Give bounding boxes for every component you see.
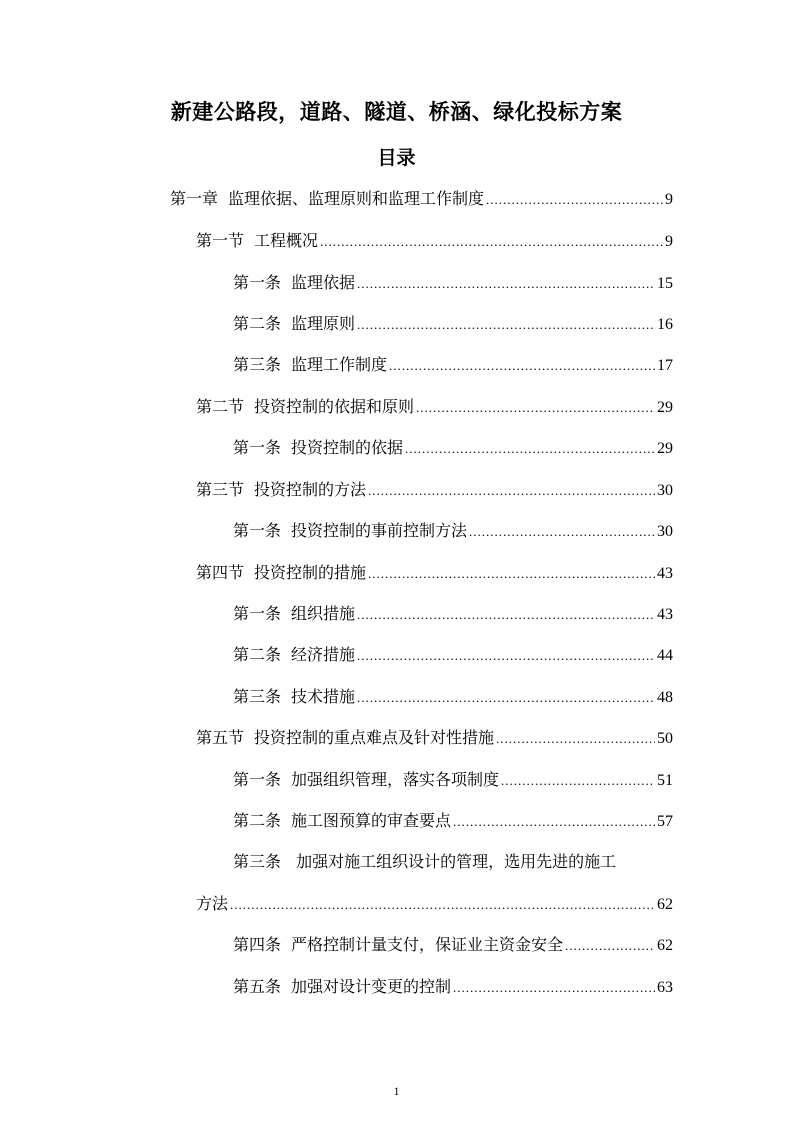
toc-entry-page: 50 <box>657 730 673 747</box>
toc-leader <box>368 478 655 504</box>
toc-entry[interactable] <box>196 228 673 254</box>
toc-entry-text: 技术措施 <box>291 687 356 706</box>
toc-entry-number: 第二条 <box>233 811 282 830</box>
toc-entry-text: 施工图预算的审查要点 <box>291 811 452 830</box>
toc-entry-page: 9 <box>665 233 673 250</box>
toc-entry-page: 29 <box>657 399 673 416</box>
toc-entry-number: 第一条 <box>233 438 282 457</box>
toc-entry-page: 43 <box>657 565 673 582</box>
toc-leader <box>496 726 655 752</box>
toc-entry-text: 监理原则 <box>291 314 356 333</box>
toc-leader <box>453 809 655 835</box>
toc-entry-number: 第四节 <box>196 563 245 582</box>
toc-entry[interactable] <box>196 725 673 751</box>
toc-leader <box>501 768 655 794</box>
toc-entry-wrapped[interactable] <box>233 849 673 875</box>
toc-leader <box>486 187 663 213</box>
toc-entry[interactable] <box>233 974 673 1000</box>
toc-entry-number: 第三条 <box>233 852 282 871</box>
toc-entry-page: 48 <box>657 689 673 706</box>
toc-entry-text: 加强组织管理，落实各项制度 <box>291 770 500 789</box>
toc-entry-text: 监理依据、监理原则和监理工作制度 <box>228 189 485 208</box>
toc-leader <box>453 975 655 1001</box>
toc-entry[interactable] <box>233 808 673 834</box>
toc-entry[interactable] <box>196 477 673 503</box>
toc-entry-page: 16 <box>657 316 673 333</box>
toc-entry[interactable] <box>233 684 673 710</box>
toc-leader <box>230 892 655 918</box>
page-number: 1 <box>393 1084 400 1098</box>
toc-entry-number: 第一条 <box>233 604 282 623</box>
toc-entry-text: 工程概况 <box>254 231 319 250</box>
toc-entry-text: 投资控制的事前控制方法 <box>291 521 468 540</box>
toc-entry[interactable] <box>233 601 673 627</box>
toc-entry-text: 加强对设计变更的控制 <box>291 977 452 996</box>
toc-entry-text: 严格控制计量支付，保证业主资金安全 <box>291 935 564 954</box>
toc-entry[interactable] <box>233 435 673 461</box>
toc-entry-page: 63 <box>657 979 673 996</box>
toc-leader <box>357 643 655 669</box>
toc-entry[interactable] <box>233 352 673 378</box>
toc-entry-continuation[interactable] <box>196 891 673 917</box>
toc-entry-text: 投资控制的依据 <box>291 438 404 457</box>
toc-entry[interactable] <box>233 642 673 668</box>
toc-entry-page: 62 <box>657 896 673 913</box>
toc-entry-text: 组织措施 <box>291 604 356 623</box>
toc-entry-page: 17 <box>657 357 673 374</box>
document-title: 新建公路段，道路、隧道、桥涵、绿化投标方案 <box>170 100 623 124</box>
toc-entry-number: 第二条 <box>233 645 282 664</box>
toc-entry-page: 62 <box>657 937 673 954</box>
toc-entry-text: 投资控制的措施 <box>254 563 367 582</box>
toc-entry-number: 第三条 <box>233 355 282 374</box>
toc-entry-number: 第一条 <box>233 273 282 292</box>
toc-leader <box>357 312 655 338</box>
toc-entry-text: 经济措施 <box>291 645 356 664</box>
toc-entry-text: 监理工作制度 <box>291 355 388 374</box>
toc-entry[interactable] <box>233 311 673 337</box>
toc-entry-text: 投资控制的依据和原则 <box>254 397 415 416</box>
toc-entry-number: 第五条 <box>233 977 282 996</box>
toc-entry-number: 第一条 <box>233 521 282 540</box>
toc-leader <box>565 933 655 959</box>
toc-entry-number: 第三条 <box>233 687 282 706</box>
toc-entry[interactable] <box>196 560 673 586</box>
toc-entry-number: 第一章 <box>170 189 219 208</box>
toc-entry[interactable] <box>233 767 673 793</box>
toc-entry[interactable] <box>233 270 673 296</box>
toc-entry-number: 第二节 <box>196 397 245 416</box>
toc-entry-number: 第一条 <box>233 770 282 789</box>
toc-leader <box>357 271 655 297</box>
toc-entry[interactable] <box>170 186 673 212</box>
toc-entry-number: 第三节 <box>196 480 245 499</box>
toc-entry-page: 44 <box>657 647 673 664</box>
toc-entry-text: 监理依据 <box>291 273 356 292</box>
toc-entry-number: 第五节 <box>196 728 245 747</box>
toc-entry-page: 57 <box>657 813 673 830</box>
toc-entry-text: 加强对施工组织设计的管理，选用先进的施工 <box>296 852 617 871</box>
toc-leader <box>469 519 655 545</box>
toc-entry-page: 30 <box>657 482 673 499</box>
toc-entry-page: 29 <box>657 440 673 457</box>
toc-entry-page: 43 <box>657 606 673 623</box>
toc-entry[interactable] <box>196 394 673 420</box>
toc-entry-page: 15 <box>657 275 673 292</box>
toc-leader <box>320 229 663 255</box>
toc-entry-page: 51 <box>657 772 673 789</box>
toc-leader <box>389 353 655 379</box>
toc-entry-number: 第二条 <box>233 314 282 333</box>
toc-leader <box>357 685 655 711</box>
toc-leader <box>416 395 655 421</box>
toc-leader <box>368 561 655 587</box>
toc-entry-page: 9 <box>665 191 673 208</box>
toc-entry[interactable] <box>233 932 673 958</box>
toc-leader <box>405 436 655 462</box>
toc-heading: 目录 <box>377 147 416 169</box>
toc-entry-number: 第四条 <box>233 935 282 954</box>
toc-entry-text: 投资控制的方法 <box>254 480 367 499</box>
toc-entry-number: 第一节 <box>196 231 245 250</box>
toc-entry-page: 30 <box>657 523 673 540</box>
toc-entry-text: 投资控制的重点难点及针对性措施 <box>254 728 495 747</box>
toc-leader <box>357 602 655 628</box>
toc-entry-text-continued: 方法 <box>196 894 229 913</box>
toc-entry[interactable] <box>233 518 673 544</box>
